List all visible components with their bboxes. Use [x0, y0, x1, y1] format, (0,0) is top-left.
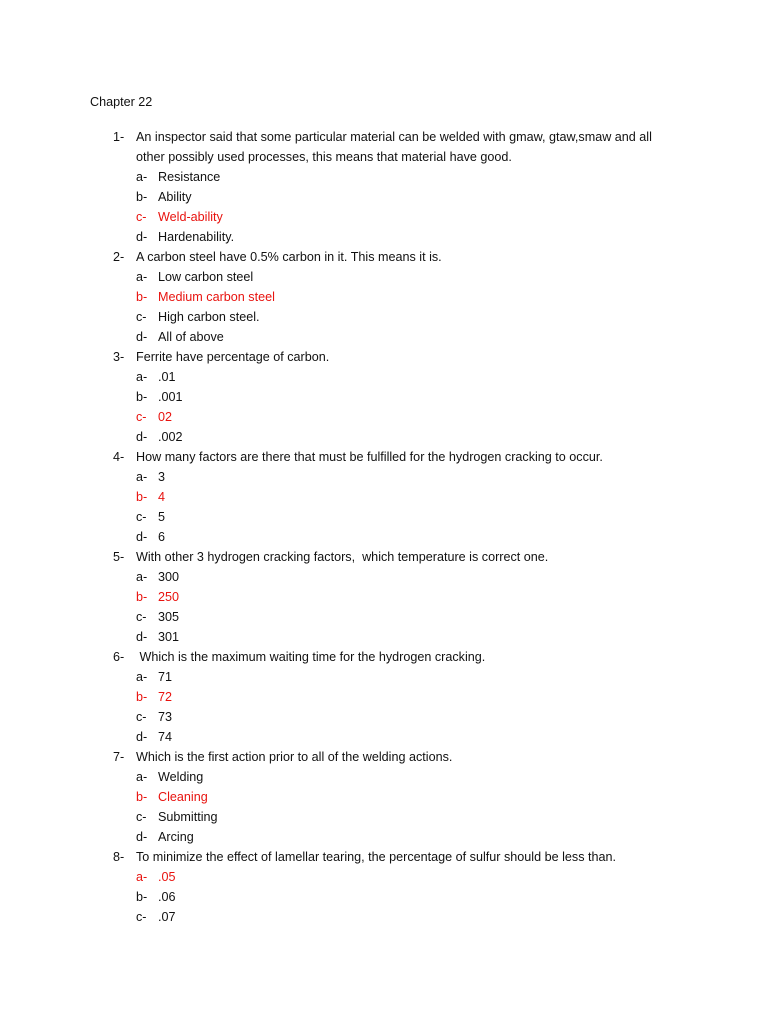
question-item — [0, 347, 768, 447]
option-letter: b- — [136, 390, 148, 404]
question-text: A carbon steel have 0.5% carbon in it. This means it is. — [136, 250, 442, 264]
option-letter: b- — [136, 890, 148, 904]
option-letter: a- — [136, 170, 148, 184]
question-line — [0, 547, 768, 567]
question-number: 1- — [113, 130, 125, 144]
question-line — [0, 347, 768, 367]
answer-option-correct — [0, 867, 768, 887]
answer-option — [0, 707, 768, 727]
option-text: 305 — [158, 610, 180, 624]
option-letter: d- — [136, 730, 148, 744]
option-text: Weld-ability — [158, 210, 223, 224]
option-letter: a- — [136, 870, 148, 884]
question-number: 2- — [113, 250, 125, 264]
option-text: Low carbon steel — [158, 270, 254, 284]
option-text: .05 — [158, 870, 176, 884]
option-text: High carbon steel. — [158, 310, 260, 324]
answer-option — [0, 667, 768, 687]
option-letter: c- — [136, 810, 147, 824]
answer-option — [0, 467, 768, 487]
option-text: .01 — [158, 370, 176, 384]
option-letter: c- — [136, 910, 147, 924]
answer-option-correct — [0, 587, 768, 607]
question-number: 3- — [113, 350, 125, 364]
option-letter: c- — [136, 510, 147, 524]
option-text: .07 — [158, 910, 176, 924]
option-text: Ability — [158, 190, 192, 204]
question-item — [0, 447, 768, 547]
option-letter: a- — [136, 770, 148, 784]
question-line — [0, 127, 666, 167]
option-letter: b- — [136, 190, 148, 204]
option-letter: a- — [136, 570, 148, 584]
option-letter: d- — [136, 530, 148, 544]
option-text: Arcing — [158, 830, 194, 844]
option-text: Cleaning — [158, 790, 208, 804]
question-text: How many factors are there that must be fulfilled for the hydrogen cracking to occur. — [136, 450, 603, 464]
option-letter: d- — [136, 830, 148, 844]
question-line — [0, 747, 768, 767]
option-letter: a- — [136, 470, 148, 484]
option-letter: d- — [136, 630, 148, 644]
question-item — [0, 647, 768, 747]
question-item — [0, 127, 768, 247]
option-text: 3 — [158, 470, 166, 484]
answer-option — [0, 387, 768, 407]
answer-option — [0, 327, 768, 347]
option-text: Submitting — [158, 810, 218, 824]
option-text: .002 — [158, 430, 183, 444]
option-text: 73 — [158, 710, 173, 724]
option-text: Resistance — [158, 170, 221, 184]
option-text: 4 — [158, 490, 166, 504]
option-letter: d- — [136, 230, 148, 244]
option-text: 301 — [158, 630, 180, 644]
answer-option — [0, 507, 768, 527]
question-text: With other 3 hydrogen cracking factors, which temperature is correct one. — [136, 550, 549, 564]
option-text: 6 — [158, 530, 166, 544]
option-letter: a- — [136, 370, 148, 384]
question-item — [0, 247, 768, 347]
answer-option-correct — [0, 407, 768, 427]
option-text: 74 — [158, 730, 173, 744]
answer-option — [0, 527, 768, 547]
question-text: To minimize the effect of lamellar tearing, the percentage of sulfur should be less than. — [136, 850, 616, 864]
option-letter: c- — [136, 410, 147, 424]
question-number: 6- — [113, 650, 125, 664]
option-letter: a- — [136, 270, 148, 284]
answer-option-correct — [0, 207, 768, 227]
answer-option — [0, 187, 768, 207]
answer-option — [0, 727, 768, 747]
question-number: 4- — [113, 450, 125, 464]
answer-option — [0, 807, 768, 827]
option-letter: b- — [136, 290, 148, 304]
answer-option — [0, 167, 768, 187]
option-text: Welding — [158, 770, 204, 784]
answer-option-correct — [0, 687, 768, 707]
option-letter: b- — [136, 790, 148, 804]
answer-option-correct — [0, 287, 768, 307]
option-letter: b- — [136, 690, 148, 704]
option-letter: d- — [136, 330, 148, 344]
option-text: 5 — [158, 510, 166, 524]
option-text: .06 — [158, 890, 176, 904]
question-item — [0, 747, 768, 847]
option-text: Medium carbon steel — [158, 290, 275, 304]
question-text: Which is the maximum waiting time for the hydrogen cracking. — [136, 650, 486, 664]
question-number: 8- — [113, 850, 125, 864]
question-text: An inspector said that some particular material can be welded with gmaw, gtaw,smaw and all other possibly used processes, this means that material have good. — [136, 130, 656, 164]
answer-option — [0, 767, 768, 787]
option-letter: b- — [136, 490, 148, 504]
answer-option — [0, 427, 768, 447]
answer-option — [0, 307, 768, 327]
answer-option — [0, 907, 768, 927]
option-text: 71 — [158, 670, 173, 684]
answer-option — [0, 267, 768, 287]
answer-option — [0, 827, 768, 847]
question-line — [0, 847, 768, 867]
answer-option — [0, 227, 768, 247]
answer-option-correct — [0, 487, 768, 507]
answer-option — [0, 607, 768, 627]
option-letter: c- — [136, 610, 147, 624]
answer-option — [0, 367, 768, 387]
answer-option — [0, 567, 768, 587]
option-letter: c- — [136, 310, 147, 324]
question-line — [0, 447, 768, 467]
option-text: .001 — [158, 390, 183, 404]
option-letter: b- — [136, 590, 148, 604]
option-text: Hardenability. — [158, 230, 235, 244]
option-letter: a- — [136, 670, 148, 684]
answer-option — [0, 627, 768, 647]
answer-option — [0, 887, 768, 907]
option-letter: c- — [136, 210, 147, 224]
option-text: 02 — [158, 410, 173, 424]
option-letter: d- — [136, 430, 148, 444]
option-letter: c- — [136, 710, 147, 724]
chapter-title: Chapter 22 — [90, 95, 153, 109]
question-line — [0, 247, 768, 267]
question-text: Which is the first action prior to all of the welding actions. — [136, 750, 453, 764]
question-item — [0, 847, 768, 927]
question-text: Ferrite have percentage of carbon. — [136, 350, 330, 364]
question-list — [0, 127, 768, 927]
option-text: 72 — [158, 690, 173, 704]
question-number: 5- — [113, 550, 125, 564]
answer-option-correct — [0, 787, 768, 807]
question-number: 7- — [113, 750, 125, 764]
option-text: 300 — [158, 570, 180, 584]
question-line — [0, 647, 768, 667]
option-text: 250 — [158, 590, 180, 604]
option-text: All of above — [158, 330, 224, 344]
question-item — [0, 547, 768, 647]
